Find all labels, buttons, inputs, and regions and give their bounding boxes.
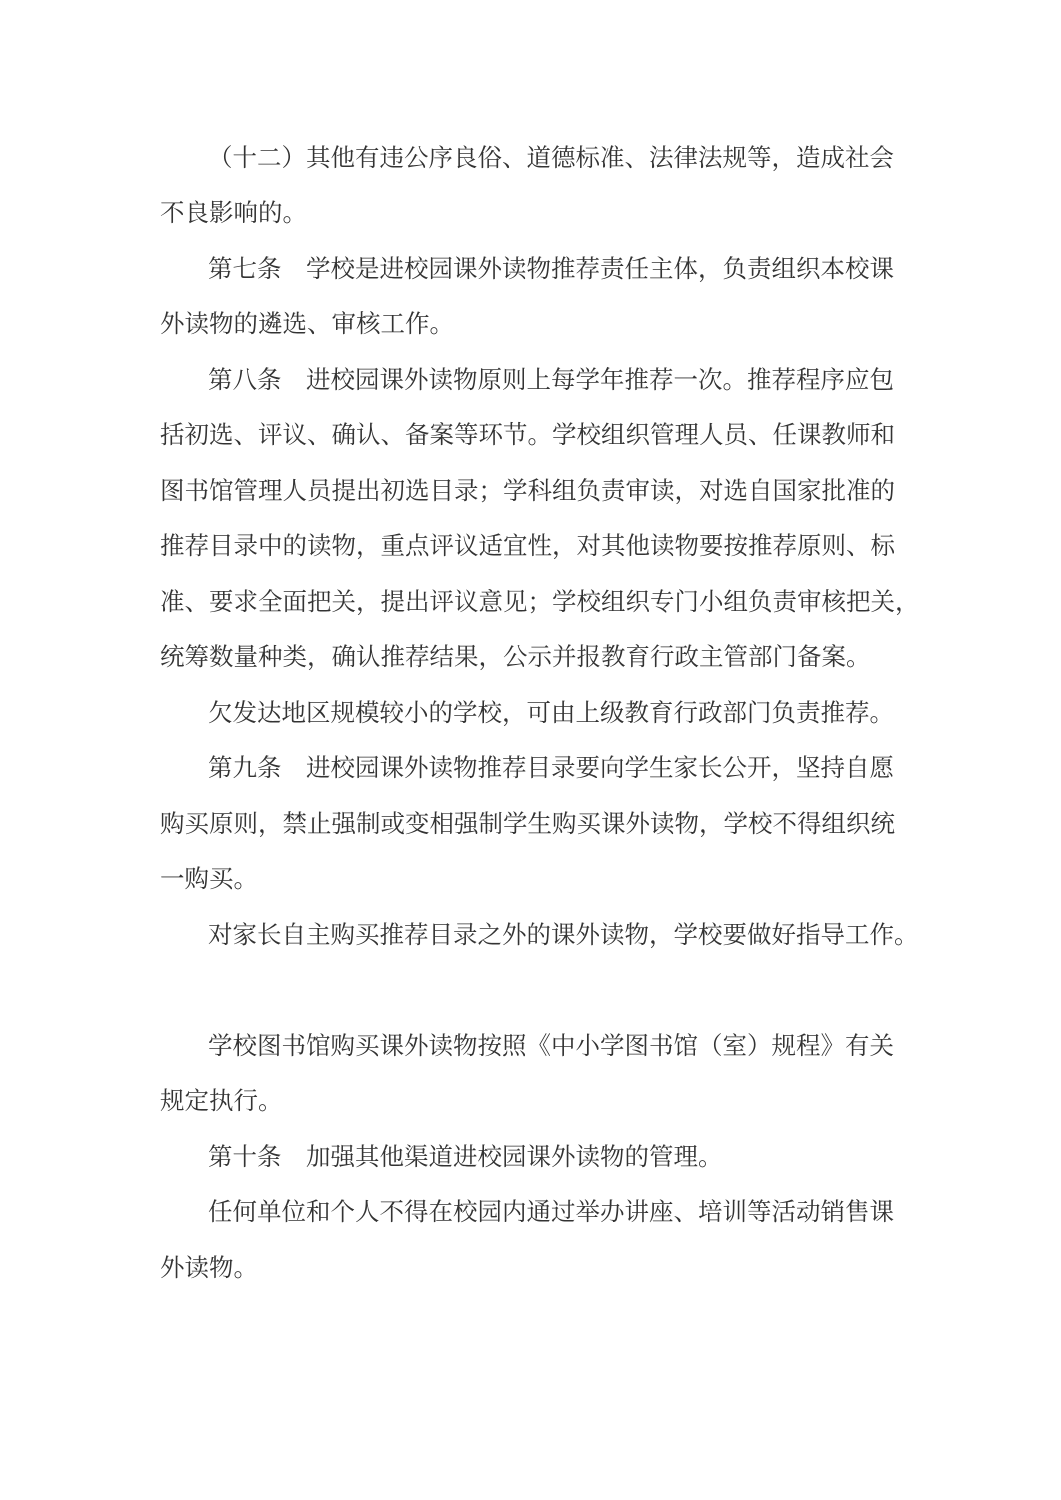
paragraph-line: 对家长自主购买推荐目录之外的课外读物，学校要做好指导工作。 [208,920,919,949]
paragraph-line: （十二）其他有违公序良俗、道德标准、法律法规等，造成社会 [208,143,894,172]
paragraph-line: 图书馆管理人员提出初选目录；学科组负责审读，对选自国家批准的 [160,476,895,505]
paragraph-line: 括初选、评议、确认、备案等环节。学校组织管理人员、任课教师和 [160,420,895,449]
paragraph-line: 购买原则，禁止强制或变相强制学生购买课外读物，学校不得组织统 [160,809,895,838]
paragraph-line: 不良影响的。 [160,198,307,227]
paragraph-line: 任何单位和个人不得在校园内通过举办讲座、培训等活动销售课 [208,1197,894,1226]
paragraph-line: 外读物的遴选、审核工作。 [160,309,454,338]
paragraph-line: 外读物。 [160,1253,258,1282]
paragraph-line: 第八条 进校园课外读物原则上每学年推荐一次。推荐程序应包 [208,365,894,394]
paragraph-line: 欠发达地区规模较小的学校，可由上级教育行政部门负责推荐。 [208,698,894,727]
paragraph-line: 推荐目录中的读物，重点评议适宜性，对其他读物要按推荐原则、标 [160,531,895,560]
paragraph-line: 规定执行。 [160,1086,283,1115]
paragraph-line: 准、要求全面把关，提出评议意见；学校组织专门小组负责审核把关， [160,587,920,616]
paragraph-line: 第十条 加强其他渠道进校园课外读物的管理。 [208,1142,723,1171]
paragraph-line: 第七条 学校是进校园课外读物推荐责任主体，负责组织本校课 [208,254,894,283]
paragraph-line: 学校图书馆购买课外读物按照《中小学图书馆（室）规程》有关 [208,1031,894,1060]
paragraph-line: 一购买。 [160,864,258,893]
paragraph-line: 统筹数量种类，确认推荐结果，公示并报教育行政主管部门备案。 [160,642,871,671]
paragraph-line: 第九条 进校园课外读物推荐目录要向学生家长公开，坚持自愿 [208,753,894,782]
